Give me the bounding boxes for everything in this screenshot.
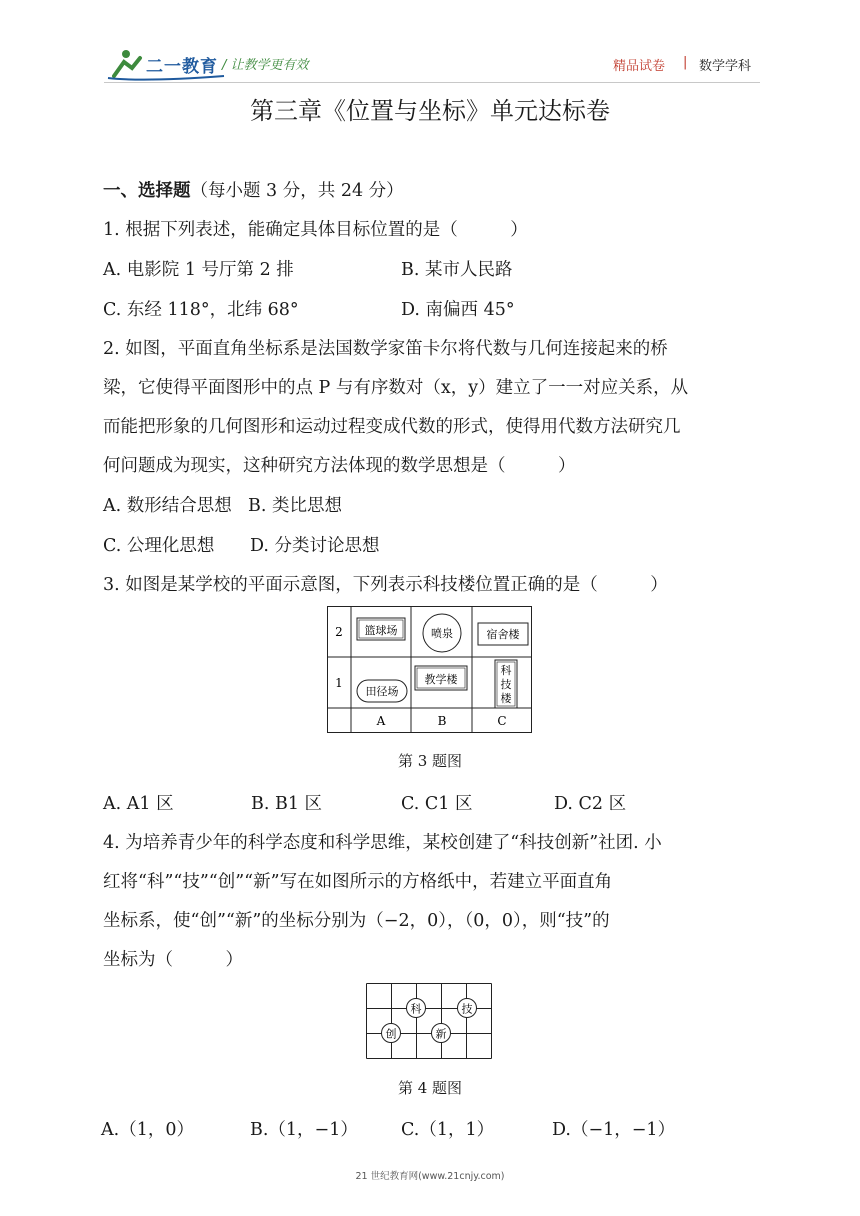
- q3-cell-b1: 教学楼: [424, 673, 458, 686]
- q3-caption: 第 3 题图: [397, 752, 463, 770]
- q4-grid-figure: [366, 983, 494, 1059]
- q4-caption: 第 4 题图: [397, 1079, 463, 1097]
- q2-line-2: 梁，它使得平面图形中的点 P 与有序数对（x，y）建立了一一对应关系，从: [103, 378, 689, 398]
- section-note: （每小题 3 分，共 24 分）: [190, 181, 404, 201]
- q3-row-label-1: 1: [335, 676, 343, 690]
- q4-option-d: D.（−1，−1）: [552, 1120, 676, 1140]
- q3-figure: [327, 606, 533, 734]
- q2-option-a: A. 数形结合思想: [103, 496, 232, 516]
- q2-option-d: D. 分类讨论思想: [250, 536, 380, 556]
- q3-row-label-2: 2: [335, 625, 343, 639]
- q3-col-label-c: C: [497, 714, 507, 728]
- q1-option-c: C. 东经 118°，北纬 68°: [103, 300, 299, 320]
- q3-cell-c1-char-2: 技: [500, 678, 512, 691]
- header-label-2: 数学学科: [699, 59, 752, 74]
- q3-cell-c2: 宿舍楼: [486, 628, 520, 641]
- q1-option-a: A. 电影院 1 号厅第 2 排: [103, 260, 294, 280]
- q4-line-2: 红将“科”“技”“创”“新”写在如图所示的方格纸中，若建立平面直角: [103, 872, 613, 892]
- q3-option-d: D. C2 区: [554, 794, 627, 814]
- page-title: 第三章《位置与坐标》单元达标卷: [250, 97, 610, 125]
- q3-cell-a2: 篮球场: [364, 624, 398, 637]
- q4-char-chuang: 创: [385, 1027, 397, 1041]
- q2-option-c: C. 公理化思想: [103, 536, 215, 556]
- header-divider: [104, 82, 760, 83]
- q2-line-1: 2. 如图，平面直角坐标系是法国数学家笛卡尔将代数与几何连接起来的桥: [103, 339, 668, 359]
- header-label-1: 精品试卷: [613, 59, 666, 74]
- q4-line-3: 坐标系，使“创”“新”的坐标分别为（−2，0），（0，0），则“技”的: [103, 911, 610, 931]
- q3-cell-b2: 喷泉: [431, 627, 453, 640]
- logo-text: 二一教育: [146, 57, 218, 77]
- q1-option-d: D. 南偏西 45°: [401, 300, 515, 320]
- q1-stem: 1. 根据下列表述，能确定具体目标位置的是（ ）: [103, 220, 528, 240]
- q3-col-label-a: A: [376, 714, 386, 728]
- q4-char-ke: 科: [410, 1002, 422, 1016]
- q3-stem: 3. 如图是某学校的平面示意图，下列表示科技楼位置正确的是（ ）: [103, 575, 668, 595]
- q4-line-4: 坐标为（ ）: [103, 950, 243, 970]
- q2-line-4: 何问题成为现实，这种研究方法体现的数学思想是（ ）: [103, 456, 576, 476]
- section-heading: [103, 177, 404, 202]
- q1-option-b: B. 某市人民路: [401, 260, 513, 280]
- header-separator: |: [683, 55, 688, 70]
- q4-option-a: A.（1，0）: [101, 1120, 194, 1140]
- q2-line-3: 而能把形象的几何图形和运动过程变成代数的形式，使得用代数方法研究几: [103, 417, 681, 437]
- q3-col-label-b: B: [437, 714, 447, 728]
- q3-cell-c1-char-1: 科: [500, 664, 512, 677]
- section-title: 一、选择题: [103, 181, 191, 201]
- q3-cell-c1-char-3: 楼: [500, 692, 512, 705]
- q4-char-xin: 新: [435, 1027, 447, 1041]
- q2-option-b: B. 类比思想: [248, 496, 342, 516]
- footer-text: 21 世纪教育网(www.21cnjy.com): [355, 1171, 505, 1182]
- q3-option-c: C. C1 区: [401, 794, 473, 814]
- q4-option-c: C.（1，1）: [401, 1120, 495, 1140]
- q4-line-1: 4. 为培养青少年的科学态度和科学思维，某校创建了“科技创新”社团. 小: [103, 833, 662, 853]
- slogan: / 让教学更有效: [222, 58, 309, 73]
- q3-option-a: A. A1 区: [103, 794, 174, 814]
- q3-option-b: B. B1 区: [251, 794, 323, 814]
- q4-char-ji: 技: [461, 1002, 473, 1016]
- q3-cell-a1: 田径场: [365, 685, 399, 698]
- q4-option-b: B.（1，−1）: [250, 1120, 358, 1140]
